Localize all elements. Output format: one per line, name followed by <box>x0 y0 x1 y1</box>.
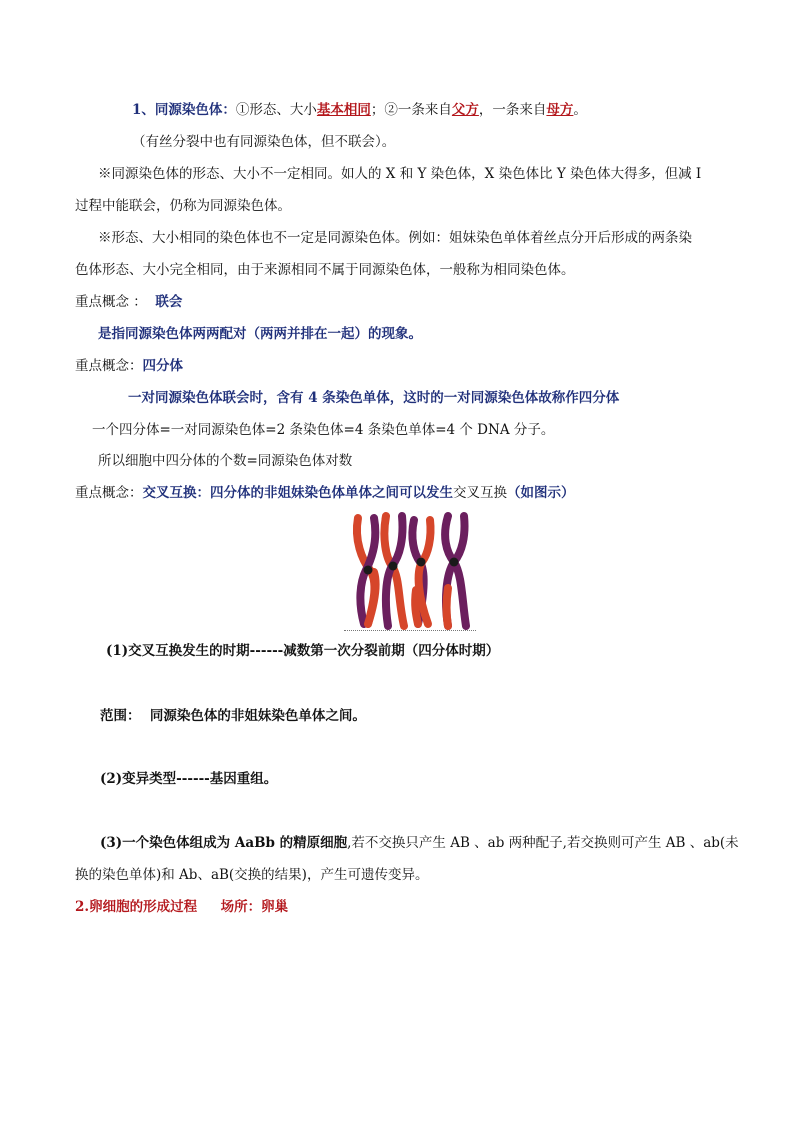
item-number: 1、 <box>132 102 155 118</box>
chromosome-arm <box>447 588 449 626</box>
point-2-variation-type: (2)变异类型------基因重组。 <box>100 771 278 787</box>
section-2-title: 2.卵细胞的形成过程 <box>75 899 198 915</box>
concept-synapsis-definition: 是指同源染色体两两配对（两两并排在一起）的现象。 <box>98 326 422 342</box>
point-3-gametes <box>100 834 739 852</box>
concept-label: 重点概念 ： <box>75 294 147 310</box>
chromosome-arm <box>368 572 376 624</box>
chromosome-illustration <box>344 510 476 630</box>
centromere <box>450 558 459 567</box>
concept-label: 重点概念： <box>75 358 143 374</box>
paragraph-xy-note-2: 过程中能联会，仍称为同源染色体。 <box>75 198 291 214</box>
range-label: 范围： <box>100 708 141 724</box>
paragraph-xy-note-1: ※同源染色体的形态、大小不一定相同。如人的 X 和 Y 染色体，X 染色体比 Y 染色体大得多，但减 I <box>98 166 702 182</box>
chromosome-arm <box>415 590 418 624</box>
concept-tetrad-definition: 一对同源染色体联会时，含有 4 条染色单体，这时的一对同源染色体故称作四分体 <box>128 390 620 406</box>
centromere <box>364 566 373 575</box>
concept-label: 重点概念： <box>75 485 143 501</box>
section-2-place: 场所：卵巢 <box>220 899 289 915</box>
range-text: 同源染色体的非姐妹染色单体之间。 <box>149 708 366 724</box>
concept-term: 联会 <box>155 294 183 310</box>
centromere <box>389 562 398 571</box>
centromere <box>417 558 426 567</box>
figure-underline <box>344 630 476 631</box>
concept-tetrad <box>75 357 183 375</box>
point-3-gametes-line2: 换的染色单体)和 Ab、aB(交换的结果)，产生可遗传变异。 <box>75 867 429 883</box>
tetrad-count-note: 所以细胞中四分体的个数=同源染色体对数 <box>98 453 353 469</box>
key-basically-same: 基本相同 <box>316 102 371 118</box>
point-range <box>100 707 366 725</box>
concept-def: 交叉互换 <box>453 485 507 501</box>
point-3-bold: (3)一个染色体组成为 AaBb 的精原细胞 <box>100 835 348 851</box>
concept-term: 交叉互换 <box>142 485 197 501</box>
text-part: ①形态、大小 <box>235 102 317 118</box>
term-homologous: 同源染色体： <box>154 102 236 118</box>
concept-def: 四分体的非姐妹染色体单体之间可以发生 <box>210 485 453 501</box>
tetrad-equation: 一个四分体=一对同源染色体=2 条染色体=4 条染色单体=4 个 DNA 分子。 <box>92 422 555 438</box>
text-part: ；②一条来自 <box>370 102 452 118</box>
point-3-rest: ,若不交换只产生 AB 、ab 两种配子,若交换则可产生 AB 、ab(未 <box>347 835 739 851</box>
text-part: 。 <box>573 102 587 118</box>
key-father: 父方 <box>451 102 479 118</box>
point-1-timing: (1)交叉互换发生的时期------减数第一次分裂前期（四分体时期） <box>106 643 500 659</box>
text-part: ，一条来自 <box>478 102 547 118</box>
crossing-over-figure <box>344 510 476 634</box>
colon: ： <box>196 485 210 501</box>
concept-term: 四分体 <box>142 358 183 374</box>
paragraph-homologous-def <box>132 101 587 119</box>
concept-def: （如图示） <box>507 485 575 501</box>
section-2-heading <box>75 898 288 916</box>
paragraph-mitosis-note: （有丝分裂中也有同源染色体，但不联会）。 <box>132 134 396 150</box>
key-mother: 母方 <box>546 102 574 118</box>
concept-synapsis <box>75 293 182 311</box>
paragraph-same-shape-note-1: ※形态、大小相同的染色体也不一定是同源染色体。例如：姐妹染色单体着丝点分开后形成的两条染 <box>98 230 692 246</box>
concept-crossing-over <box>75 484 575 502</box>
paragraph-same-shape-note-2: 色体形态、大小完全相同，由于来源相同不属于同源染色体，一般称为相同染色体。 <box>75 262 575 278</box>
